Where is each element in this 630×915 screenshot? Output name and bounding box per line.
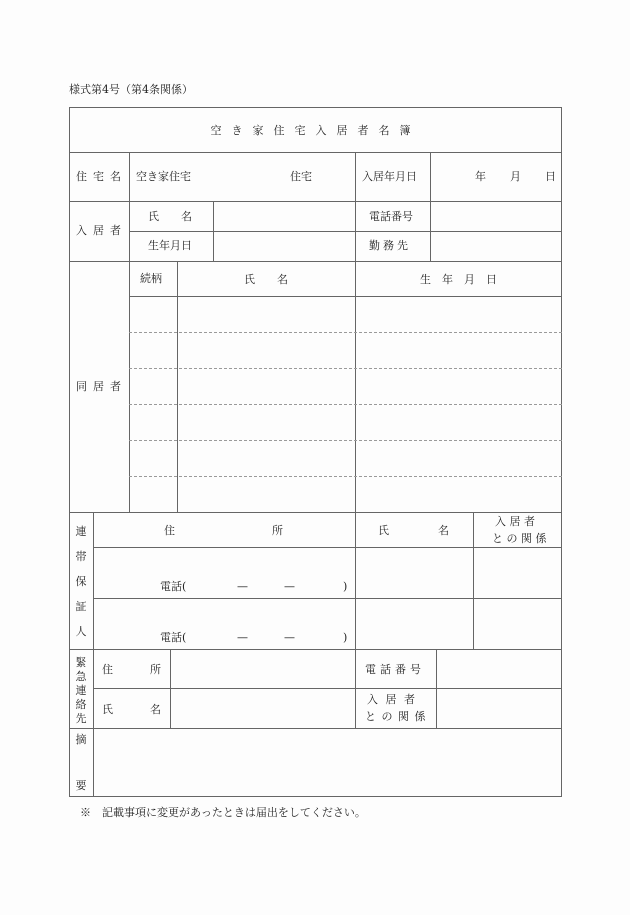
guarantor-header-relation-1: 入 居 者 xyxy=(495,515,535,528)
housing-suffix: 住宅 xyxy=(290,170,312,183)
guarantor-2-name-input[interactable] xyxy=(357,600,471,647)
cohab-row-6-birthdate[interactable] xyxy=(357,478,560,510)
emergency-phone-input[interactable] xyxy=(438,651,560,686)
emergency-phone-label: 電話番号 xyxy=(365,663,425,676)
emergency-label-char-5: 先 xyxy=(75,712,87,725)
cohab-row-5-name[interactable] xyxy=(179,442,353,474)
cohab-row-4-birthdate[interactable] xyxy=(357,406,560,438)
guarantor-2-relation-input[interactable] xyxy=(475,600,560,647)
guarantor-header-relation-2: と の 関 係 xyxy=(492,532,547,545)
guarantor-1-address-input[interactable] xyxy=(95,549,353,579)
guarantor-label-char-5: 人 xyxy=(75,625,87,638)
form-title: 空き家住宅入居者名簿 xyxy=(210,123,421,137)
cohab-row-3-relation[interactable] xyxy=(131,370,175,402)
cohab-row-2-name[interactable] xyxy=(179,334,353,366)
emergency-address-input[interactable] xyxy=(172,651,353,686)
resident-name-input[interactable] xyxy=(215,203,353,229)
guarantor-2-phone-dash-2: — xyxy=(284,631,295,644)
move-in-date-input[interactable] xyxy=(432,155,560,198)
date-day-label: 日 xyxy=(545,170,556,183)
guarantor-2-phone-close: ) xyxy=(343,631,348,644)
guarantor-label-char-3: 保 xyxy=(75,575,87,588)
guarantor-header-name-b: 名 xyxy=(438,524,449,537)
cohab-row-2-relation[interactable] xyxy=(131,334,175,366)
cohab-row-4-relation[interactable] xyxy=(131,406,175,438)
cohab-header-birthdate: 生 年 月 日 xyxy=(420,272,497,286)
emergency-name-label-a: 氏 xyxy=(102,703,113,716)
cohabitants-label: 同居者 xyxy=(76,380,127,393)
remarks-label-top: 摘 xyxy=(75,733,87,746)
form-number: 様式第4号（第4条関係） xyxy=(69,83,193,96)
resident-birth-input[interactable] xyxy=(215,233,353,259)
emergency-relation-input[interactable] xyxy=(438,690,560,726)
guarantor-1-relation-input[interactable] xyxy=(475,549,560,596)
emergency-address-label-a: 住 xyxy=(102,663,113,676)
emergency-label-char-2: 急 xyxy=(75,670,87,683)
cohab-row-1-name[interactable] xyxy=(179,298,353,330)
date-year-label: 年 xyxy=(475,170,486,183)
emergency-name-label-b: 名 xyxy=(150,703,161,716)
cohab-header-relation: 続柄 xyxy=(140,272,162,285)
guarantor-header-name-a: 氏 xyxy=(378,524,389,537)
cohab-row-6-name[interactable] xyxy=(179,478,353,510)
guarantor-label-char-1: 連 xyxy=(75,525,87,538)
cohab-row-1-relation[interactable] xyxy=(131,298,175,330)
guarantor-2-address-input[interactable] xyxy=(95,600,353,630)
resident-birth-label: 生年月日 xyxy=(148,239,192,252)
guarantor-label-char-2: 帯 xyxy=(75,550,87,563)
cohab-row-3-birthdate[interactable] xyxy=(357,370,560,402)
emergency-label-char-3: 連 xyxy=(75,684,87,697)
cohab-header-name: 氏 名 xyxy=(244,272,288,286)
emergency-address-label-b: 所 xyxy=(150,663,161,676)
resident-phone-input[interactable] xyxy=(432,203,560,229)
guarantor-1-phone-prefix: 電話( xyxy=(160,580,187,593)
cohab-row-5-relation[interactable] xyxy=(131,442,175,474)
emergency-relation-label-2: と の 関 係 xyxy=(365,710,427,723)
guarantor-header-address-b: 所 xyxy=(272,524,283,537)
cohab-row-2-birthdate[interactable] xyxy=(357,334,560,366)
resident-name-label: 氏 名 xyxy=(148,210,192,223)
move-in-date-label: 入居年月日 xyxy=(362,170,417,183)
remarks-input[interactable] xyxy=(95,730,560,795)
emergency-relation-label-1: 入 居 者 xyxy=(367,693,417,706)
guarantor-header-address-a: 住 xyxy=(164,524,175,537)
guarantor-1-phone-close: ) xyxy=(343,580,348,593)
guarantor-1-name-input[interactable] xyxy=(357,549,471,596)
emergency-label-char-4: 絡 xyxy=(75,698,87,711)
cohab-row-1-birthdate[interactable] xyxy=(357,298,560,330)
resident-workplace-label: 勤務先 xyxy=(369,239,411,252)
cohab-row-5-birthdate[interactable] xyxy=(357,442,560,474)
cohab-row-6-relation[interactable] xyxy=(131,478,175,510)
date-month-label: 月 xyxy=(510,170,521,183)
housing-name-input[interactable] xyxy=(200,155,280,198)
housing-name-label: 住宅名 xyxy=(76,170,127,183)
resident-phone-label: 電話番号 xyxy=(369,210,413,223)
guarantor-1-phone-dash-1: — xyxy=(237,580,248,593)
resident-workplace-input[interactable] xyxy=(432,233,560,259)
emergency-label-char-1: 緊 xyxy=(75,656,87,669)
cohab-row-3-name[interactable] xyxy=(179,370,353,402)
remarks-label-bottom: 要 xyxy=(75,779,87,792)
guarantor-2-phone-prefix: 電話( xyxy=(160,631,187,644)
emergency-name-input[interactable] xyxy=(172,690,353,726)
footnote: ※ 記載事項に変更があったときは届出をしてください。 xyxy=(80,806,366,819)
cohab-row-4-name[interactable] xyxy=(179,406,353,438)
housing-prefix: 空き家住宅 xyxy=(136,170,191,183)
resident-label: 入居者 xyxy=(76,224,127,237)
guarantor-label-char-4: 証 xyxy=(75,600,87,613)
guarantor-2-phone-dash-1: — xyxy=(237,631,248,644)
guarantor-1-phone-dash-2: — xyxy=(284,580,295,593)
